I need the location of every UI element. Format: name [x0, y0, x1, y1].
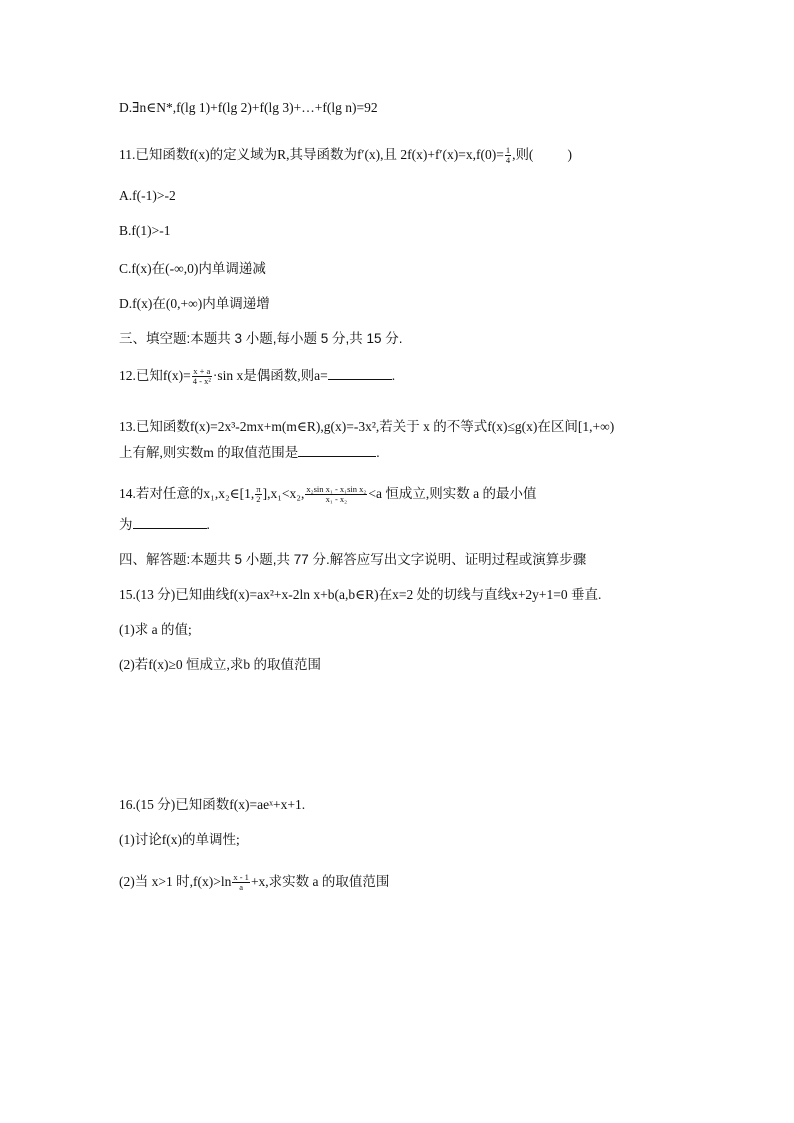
q11-option-b: B.f(1)>-1 — [119, 223, 171, 238]
q16-part2-before: (2)当 x>1 时,f(x)>ln — [119, 874, 232, 889]
q11-option-c: C.f(x)在(-∞,0)内单调递减 — [119, 261, 266, 276]
q10-option-d: D.∃n∈N*,f(lg 1)+f(lg 2)+f(lg 3)+…+f(lg n)=92 — [119, 100, 378, 115]
q11-stem-after: ,则( — [512, 147, 534, 162]
q11-stem — [119, 143, 572, 165]
q11-option-a: A.f(-1)>-2 — [119, 188, 176, 203]
q15-part2: (2)若f(x)≥0 恒成立,求b 的取值范围 — [119, 657, 322, 672]
q14-fraction — [305, 485, 367, 504]
q13-end: . — [376, 445, 380, 460]
q15-part1: (1)求 a 的值; — [119, 622, 192, 637]
q16-stem: 16.(15 分)已知函数f(x)=aeˣ+x+1. — [119, 797, 306, 812]
q13-line2-text: 上有解,则实数m 的取值范围是 — [119, 445, 299, 460]
q12-before: 12.已知f(x)= — [119, 368, 191, 383]
q12-end: . — [391, 368, 396, 383]
q14-line2-text: 为 — [119, 517, 133, 532]
q12-frac-den: 4 - x² — [192, 376, 211, 387]
q14-before: 14.若对任意的x₁,x₂∈[1, — [119, 486, 255, 501]
q11-frac-num: 1 — [505, 145, 511, 156]
q11-frac-den: 4 — [505, 155, 511, 166]
q14-answer-blank[interactable] — [133, 516, 207, 529]
q14-frac-den: x₁ - x₂ — [325, 494, 348, 505]
q14-pi-fraction — [255, 485, 261, 504]
q16-part2 — [119, 870, 389, 892]
q16-fraction — [232, 873, 250, 892]
q13-line2 — [119, 441, 380, 461]
q12-answer-blank[interactable] — [328, 367, 392, 380]
q11-close-paren: ) — [567, 147, 572, 162]
q13-line1: 13.已知函数f(x)=2x³-2mx+m(m∈R),g(x)=-3x²,若关于 x 的不等式f(x)≤g(x)在区间[1,+∞) — [119, 419, 615, 434]
q14-line1 — [119, 482, 537, 504]
q16-frac-den: a — [239, 882, 244, 893]
q14-frac-num: x₂sin x₁ - x₁sin x₂ — [306, 484, 367, 495]
q12 — [119, 364, 395, 386]
q13-answer-blank[interactable] — [298, 444, 376, 457]
q14-pi-num: π — [256, 484, 261, 495]
q11-option-d: D.f(x)在(0,+∞)内单调递增 — [119, 296, 270, 311]
q12-fraction — [192, 367, 212, 386]
section3-title: 三、填空题:本题共 3 小题,每小题 5 分,共 15 分. — [119, 331, 403, 346]
q12-frac-num: x + a — [193, 366, 211, 377]
q14-end: . — [206, 517, 210, 532]
q16-part2-after: +x,求实数 a 的取值范围 — [250, 874, 390, 889]
q16-frac-num: x - 1 — [233, 872, 249, 883]
q14-pi-den: 2 — [256, 494, 261, 505]
q15-stem: 15.(13 分)已知曲线f(x)=ax²+x-2ln x+b(a,b∈R)在x=2 处的切线与直线x+2y+1=0 垂直. — [119, 587, 602, 602]
q11-fraction — [505, 146, 511, 165]
q14-after: <a 恒成立,则实数 a 的最小值 — [368, 486, 537, 501]
section4-title: 四、解答题:本题共 5 小题,共 77 分.解答应写出文字说明、证明过程或演算步骤 — [119, 552, 587, 567]
q14-line2 — [119, 513, 210, 533]
q12-after: ·sin x是偶函数,则a= — [212, 368, 328, 383]
q16-part1: (1)讨论f(x)的单调性; — [119, 832, 240, 847]
q11-stem-before: 11.已知函数f(x)的定义域为R,其导函数为f′(x),且 2f(x)+f′(x)=x,f(0)= — [119, 147, 504, 162]
q14-middle: ],x₁<x₂, — [262, 486, 305, 501]
